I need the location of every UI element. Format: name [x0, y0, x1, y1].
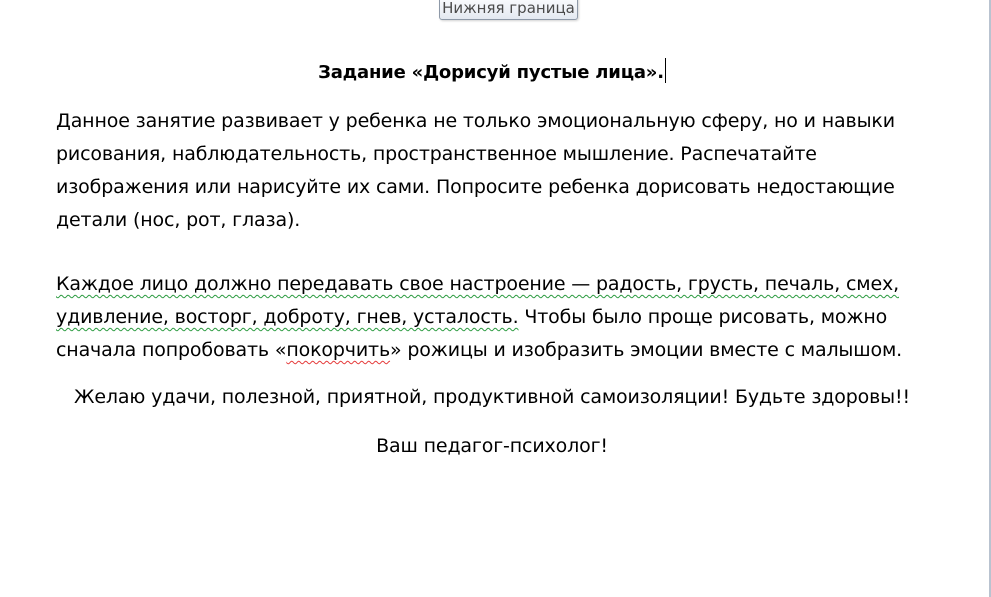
paragraph-text: Чтобы было проще рисовать, можно: [518, 306, 888, 328]
paragraph-emotions: [56, 268, 906, 367]
paragraph-text: » рожицы и изобразить эмоции вместе с малышом.: [390, 339, 903, 361]
paragraph-line: Данное занятие развивает у ребенка не только эмоциональную сферу, но и навыки: [56, 110, 895, 132]
paragraph-text: сначала попробовать «: [56, 339, 287, 361]
paragraph-line: [56, 268, 906, 301]
paragraph-line: детали (нос, рот, глаза).: [56, 209, 301, 231]
paragraph-instructions: [56, 105, 906, 237]
bottom-border-tooltip: Нижняя граница: [439, 0, 578, 20]
document-title-text: Задание «Дорисуй пустые лица».: [318, 62, 664, 83]
text-cursor: [665, 58, 666, 83]
spelling-flagged-word: покорчить: [286, 339, 391, 361]
paragraph-line: [56, 301, 906, 334]
signature-text: Ваш педагог-психолог!: [376, 435, 608, 457]
paragraph-line: [56, 334, 906, 367]
grammar-flagged-text: удивление, восторг, доброту, гнев, усталость.: [56, 306, 519, 328]
grammar-flagged-text: Каждое лицо должно передавать свое настроение — радость, грусть, печаль, смех,: [56, 273, 900, 295]
paragraph-line: рисования, наблюдательность, пространственное мышление. Распечатайте: [56, 143, 817, 165]
paragraph-line: изображения или нарисуйте их сами. Попросите ребенка дорисовать недостающие: [56, 176, 895, 198]
wishes-text: Желаю удачи, полезной, приятной, продуктивной самоизоляции! Будьте здоровы!!: [74, 386, 910, 408]
document-title: [0, 58, 984, 83]
